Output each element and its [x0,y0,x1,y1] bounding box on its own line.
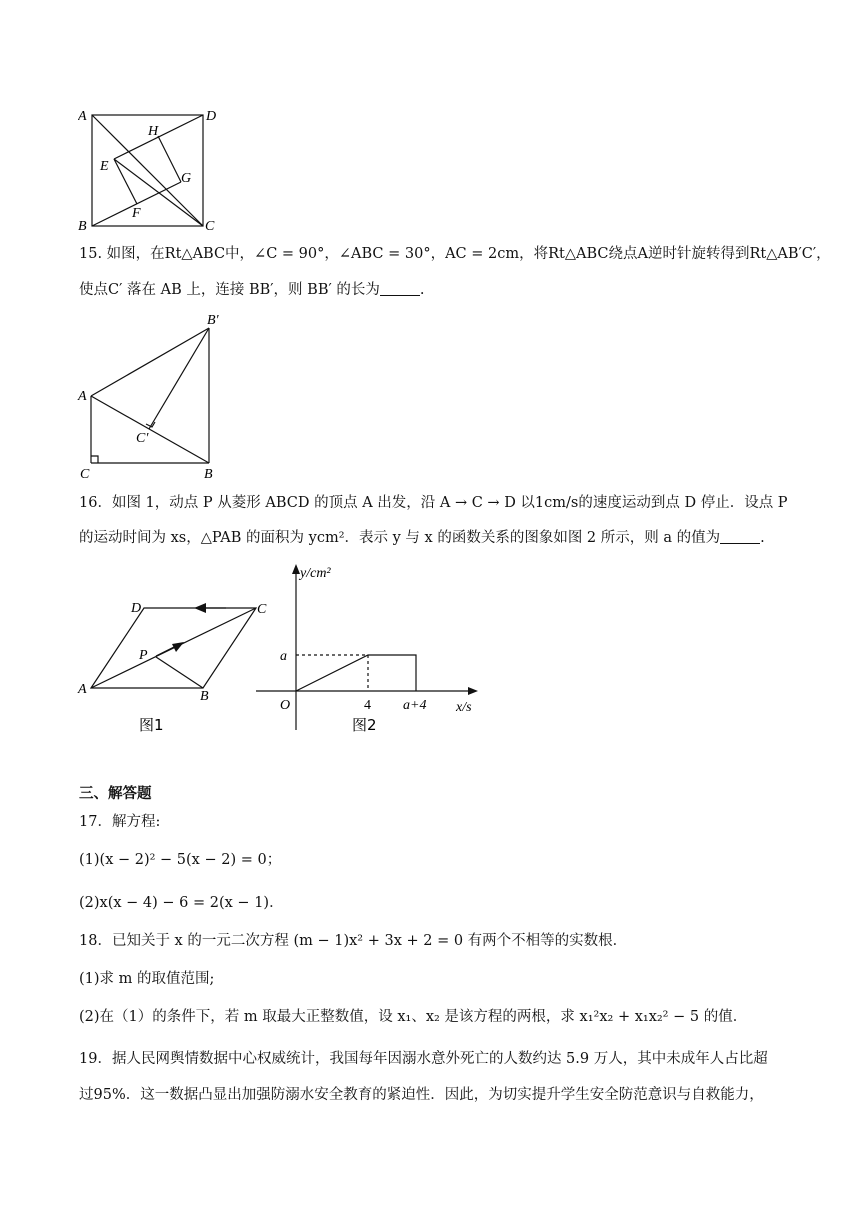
x-axis-arrow [468,687,478,695]
x-axis-label: x/s [456,700,472,715]
arrow-ac [172,642,184,652]
caption-fig2: 图2 [352,716,377,734]
y-axis-arrow [292,564,300,574]
q19-line1: 19．据人民网舆情数据中心权威统计，我国每年因溺水意外死亡的人数约达 5.9 万人，其中未成年人占比超 [79,1051,768,1067]
q18-part1: (1)求 m 的取值范围; [79,971,215,987]
label-G: G [181,171,192,186]
label-B: B [204,467,213,482]
label-C: C [257,602,267,617]
label-Cprime: C′ [136,431,149,446]
q18-part2: (2)在（1）的条件下，若 m 取最大正整数值，设 x₁、x₂ 是该方程的两根，求 x₁²x₂ + x₁x₂² − 5 的值． [79,1009,748,1025]
answer-blank [380,281,420,296]
label-a: a [280,649,287,664]
answer-blank [720,529,760,544]
q18-stem: 18．已知关于 x 的一元二次方程 (m − 1)x² + 3x + 2 = 0 有两个不相等的实数根． [79,933,628,949]
label-D: D [131,601,142,616]
label-A: A [78,389,87,404]
section-title: 三、解答题 [79,786,152,802]
caption-fig1: 图1 [139,716,164,734]
figure-q16-1 [76,594,276,734]
q15-line2 [79,280,424,300]
q16-line2 [79,528,765,548]
label-F: F [132,206,141,221]
label-B: B [78,219,87,234]
figure-q16-2 [252,560,492,740]
q15-period: . [419,282,425,298]
label-P: P [139,648,148,663]
q17-stem: 17．解方程: [79,814,161,830]
arrow-ca [194,603,206,613]
label-B: B [200,689,209,704]
q19-line2: 过95%．这一数据凸显出加强防溺水安全教育的紧迫性．因此，为切实提升学生安全防范意识与自救能力， [79,1087,764,1103]
figure-q14 [78,104,228,234]
q16-period: . [760,530,765,546]
label-H: H [148,124,159,139]
q16-line2-text: 的运动时间为 xs，△PAB 的面积为 ycm²．表示 y 与 x 的函数关系的图象如图 2 所示，则 a 的值为 [79,530,721,546]
label-O: O [280,698,291,713]
y-axis-label: y/cm² [300,566,331,581]
label-C: C [205,219,215,234]
q16-line1: 16．如图 1，动点 P 从菱形 ABCD 的顶点 A 出发，沿 A → C → D 以1cm/s的速度运动到点 D 停止．设点 P [79,495,788,511]
tick-4: 4 [364,698,371,713]
label-Bprime: B′ [207,313,219,328]
tick-a-plus-4: a+4 [403,698,427,713]
q17-part1: (1)(x − 2)² − 5(x − 2) = 0； [79,852,282,868]
label-D: D [206,109,217,124]
figure-q15 [76,308,236,484]
q15-line2-text: 使点C′ 落在 AB 上，连接 BB′，则 BB′ 的长为 [79,282,380,298]
label-A: A [78,109,87,124]
label-E: E [100,159,109,174]
q17-part2: (2)x(x − 4) − 6 = 2(x − 1)． [79,895,284,911]
label-C: C [80,467,90,482]
q15-line1: 15. 如图，在Rt△ABC中，∠C = 90°，∠ABC = 30°，AC = 2cm，将Rt△ABC绕点A逆时针旋转得到Rt△AB′C′， [79,246,831,262]
label-A: A [78,682,87,697]
